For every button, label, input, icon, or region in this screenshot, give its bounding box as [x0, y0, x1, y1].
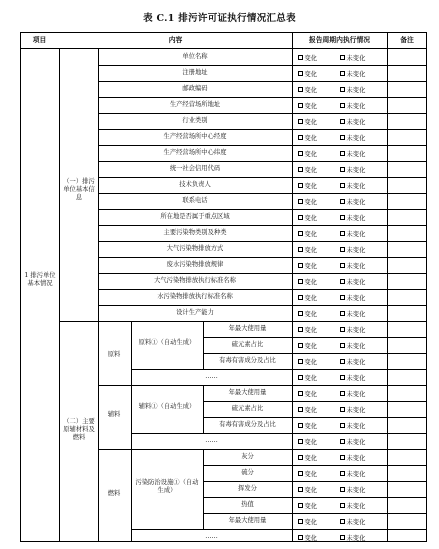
- checkbox-square-icon: [340, 375, 345, 380]
- checkbox-square-icon: [340, 503, 345, 508]
- status-changed-label: 变化: [304, 134, 318, 142]
- status-unchanged-label: 未变化: [346, 534, 366, 542]
- checkbox-square-icon: [340, 151, 345, 156]
- status-changed-label: 变化: [304, 502, 318, 510]
- material-row-label: 热值: [241, 500, 254, 508]
- group-materials-label: （二）主要原辅材料及燃料: [63, 417, 95, 442]
- checkbox-square-icon: [298, 519, 303, 524]
- material-row-label: 有毒有害成分及占比: [219, 420, 276, 428]
- status-unchanged-checkbox[interactable]: [340, 481, 365, 497]
- status-changed-checkbox[interactable]: [298, 241, 317, 257]
- checkbox-square-icon: [298, 247, 303, 252]
- status-changed-checkbox[interactable]: [298, 161, 317, 177]
- basic-info-row-label: 联系电话: [182, 196, 208, 204]
- checkbox-square-icon: [298, 375, 303, 380]
- material-row-label: 有毒有害成分及占比: [219, 356, 276, 364]
- checkbox-square-icon: [340, 519, 345, 524]
- status-changed-checkbox[interactable]: [298, 81, 317, 97]
- status-unchanged-checkbox[interactable]: [340, 513, 365, 529]
- checkbox-square-icon: [298, 119, 303, 124]
- status-unchanged-label: 未变化: [346, 150, 366, 158]
- checkbox-square-icon: [340, 455, 345, 460]
- checkbox-square-icon: [298, 455, 303, 460]
- status-changed-label: 变化: [304, 214, 318, 222]
- status-unchanged-label: 未变化: [346, 358, 366, 366]
- checkbox-square-icon: [298, 471, 303, 476]
- header-status: 报告周期内执行情况: [308, 36, 371, 45]
- basic-info-row-label: 生产经营场所中心经度: [163, 132, 227, 140]
- status-changed-label: 变化: [304, 342, 318, 350]
- material-row-label: ……: [205, 436, 218, 444]
- checkbox-square-icon: [340, 471, 345, 476]
- status-changed-checkbox[interactable]: [298, 177, 317, 193]
- checkbox-square-icon: [340, 215, 345, 220]
- basic-info-row-label: 行业类别: [182, 116, 208, 124]
- checkbox-square-icon: [298, 71, 303, 76]
- checkbox-square-icon: [298, 231, 303, 236]
- checkbox-square-icon: [340, 423, 345, 428]
- status-changed-checkbox[interactable]: [298, 385, 317, 401]
- status-changed-checkbox[interactable]: [298, 305, 317, 321]
- status-changed-checkbox[interactable]: [298, 337, 317, 353]
- status-changed-label: 变化: [304, 246, 318, 254]
- column-divider: [292, 32, 293, 542]
- status-changed-label: 变化: [304, 406, 318, 414]
- status-changed-label: 变化: [304, 438, 318, 446]
- checkbox-square-icon: [340, 103, 345, 108]
- checkbox-square-icon: [340, 439, 345, 444]
- material-row-label: 年最大使用量: [228, 388, 267, 396]
- status-unchanged-label: 未变化: [346, 246, 366, 254]
- status-unchanged-label: 未变化: [346, 438, 366, 446]
- basic-info-row-label: 主要污染物类别及种类: [163, 228, 227, 236]
- checkbox-square-icon: [340, 535, 345, 540]
- status-unchanged-checkbox[interactable]: [340, 353, 365, 369]
- status-changed-checkbox[interactable]: [298, 497, 317, 513]
- basic-info-row-label: 大气污染物排放执行标准名称: [154, 276, 236, 284]
- status-changed-checkbox[interactable]: [298, 145, 317, 161]
- status-unchanged-checkbox[interactable]: [340, 81, 365, 97]
- basic-info-row-label: 生产经营场所地址: [169, 100, 221, 108]
- status-changed-label: 变化: [304, 454, 318, 462]
- material-row-label: ……: [205, 372, 218, 380]
- status-unchanged-checkbox[interactable]: [340, 161, 365, 177]
- status-changed-label: 变化: [304, 230, 318, 238]
- status-unchanged-label: 未变化: [346, 470, 366, 478]
- basic-info-row-label: 单位名称: [182, 52, 208, 60]
- checkbox-square-icon: [340, 119, 345, 124]
- status-changed-checkbox[interactable]: [298, 529, 317, 545]
- checkbox-square-icon: [340, 71, 345, 76]
- status-unchanged-label: 未变化: [346, 502, 366, 510]
- checkbox-square-icon: [298, 199, 303, 204]
- status-changed-checkbox[interactable]: [298, 481, 317, 497]
- checkbox-square-icon: [340, 295, 345, 300]
- checkbox-square-icon: [340, 183, 345, 188]
- aux-material-label: 辅料: [107, 410, 121, 418]
- status-changed-label: 变化: [304, 390, 318, 398]
- status-unchanged-checkbox[interactable]: [340, 257, 365, 273]
- checkbox-square-icon: [340, 135, 345, 140]
- status-changed-checkbox[interactable]: [298, 433, 317, 449]
- status-changed-label: 变化: [304, 326, 318, 334]
- status-unchanged-label: 未变化: [346, 374, 366, 382]
- status-changed-label: 变化: [304, 374, 318, 382]
- checkbox-square-icon: [340, 87, 345, 92]
- status-changed-checkbox[interactable]: [298, 65, 317, 81]
- status-unchanged-checkbox[interactable]: [340, 465, 365, 481]
- status-changed-checkbox[interactable]: [298, 401, 317, 417]
- status-changed-label: 变化: [304, 118, 318, 126]
- status-changed-checkbox[interactable]: [298, 513, 317, 529]
- status-unchanged-label: 未变化: [346, 102, 366, 110]
- fuel-label: 燃料: [107, 490, 121, 498]
- basic-info-row-label: 废水污染物排放规律: [166, 260, 224, 268]
- status-unchanged-checkbox[interactable]: [340, 193, 365, 209]
- status-unchanged-checkbox[interactable]: [340, 145, 365, 161]
- status-changed-checkbox[interactable]: [298, 129, 317, 145]
- checkbox-square-icon: [298, 167, 303, 172]
- status-changed-label: 变化: [304, 422, 318, 430]
- status-unchanged-label: 未变化: [346, 262, 366, 270]
- status-changed-checkbox[interactable]: [298, 353, 317, 369]
- checkbox-square-icon: [298, 279, 303, 284]
- checkbox-square-icon: [340, 231, 345, 236]
- status-unchanged-checkbox[interactable]: [340, 177, 365, 193]
- aux-material-sub-label: 辅料①（自动生成）: [138, 402, 196, 410]
- material-row-label: 硫分: [241, 468, 254, 476]
- fuel-sub-label: 污染防治设施①（自动生成）: [135, 478, 199, 494]
- status-changed-checkbox[interactable]: [298, 225, 317, 241]
- checkbox-square-icon: [298, 151, 303, 156]
- status-unchanged-checkbox[interactable]: [340, 385, 365, 401]
- material-row-label: 灰分: [241, 452, 254, 460]
- status-unchanged-label: 未变化: [346, 454, 366, 462]
- checkbox-square-icon: [298, 263, 303, 268]
- status-changed-checkbox[interactable]: [298, 369, 317, 385]
- status-unchanged-label: 未变化: [346, 326, 366, 334]
- status-unchanged-label: 未变化: [346, 182, 366, 190]
- status-unchanged-checkbox[interactable]: [340, 401, 365, 417]
- status-changed-label: 变化: [304, 278, 318, 286]
- checkbox-square-icon: [298, 55, 303, 60]
- checkbox-square-icon: [340, 55, 345, 60]
- raw-material-sub-label: 原料①（自动生成）: [138, 338, 196, 346]
- status-changed-label: 变化: [304, 150, 318, 158]
- status-changed-label: 变化: [304, 310, 318, 318]
- status-unchanged-checkbox[interactable]: [340, 433, 365, 449]
- status-unchanged-checkbox[interactable]: [340, 113, 365, 129]
- material-row-label: 年最大使用量: [228, 324, 267, 332]
- status-changed-label: 变化: [304, 54, 318, 62]
- header-item: 项目: [32, 36, 47, 45]
- status-changed-label: 变化: [304, 358, 318, 366]
- status-changed-checkbox[interactable]: [298, 273, 317, 289]
- status-changed-label: 变化: [304, 166, 318, 174]
- status-changed-label: 变化: [304, 486, 318, 494]
- basic-info-row-label: 技术负责人: [179, 180, 211, 188]
- material-row-label: 年最大使用量: [228, 516, 267, 524]
- status-unchanged-checkbox[interactable]: [340, 129, 365, 145]
- material-row-label: ……: [205, 532, 218, 540]
- status-unchanged-checkbox[interactable]: [340, 497, 365, 513]
- status-unchanged-label: 未变化: [346, 214, 366, 222]
- status-unchanged-checkbox[interactable]: [340, 337, 365, 353]
- checkbox-square-icon: [298, 487, 303, 492]
- status-unchanged-checkbox[interactable]: [340, 529, 365, 545]
- status-changed-checkbox[interactable]: [298, 209, 317, 225]
- checkbox-square-icon: [340, 359, 345, 364]
- column-divider: [59, 49, 60, 542]
- status-unchanged-checkbox[interactable]: [340, 449, 365, 465]
- status-changed-checkbox[interactable]: [298, 449, 317, 465]
- status-changed-checkbox[interactable]: [298, 193, 317, 209]
- checkbox-square-icon: [298, 343, 303, 348]
- checkbox-square-icon: [298, 327, 303, 332]
- status-unchanged-label: 未变化: [346, 198, 366, 206]
- status-unchanged-checkbox[interactable]: [340, 65, 365, 81]
- status-unchanged-checkbox[interactable]: [340, 241, 365, 257]
- status-unchanged-label: 未变化: [346, 166, 366, 174]
- status-unchanged-label: 未变化: [346, 310, 366, 318]
- status-changed-label: 变化: [304, 70, 318, 78]
- status-unchanged-checkbox[interactable]: [340, 305, 365, 321]
- status-unchanged-label: 未变化: [346, 294, 366, 302]
- basic-info-row-label: 设计生产能力: [176, 308, 214, 316]
- header-remark: 备注: [400, 36, 414, 45]
- checkbox-square-icon: [340, 311, 345, 316]
- checkbox-square-icon: [298, 87, 303, 92]
- status-unchanged-label: 未变化: [346, 118, 366, 126]
- basic-info-row-label: 邮政编码: [182, 84, 208, 92]
- checkbox-square-icon: [340, 279, 345, 284]
- status-unchanged-checkbox[interactable]: [340, 289, 365, 305]
- status-changed-label: 变化: [304, 102, 318, 110]
- checkbox-square-icon: [298, 311, 303, 316]
- checkbox-square-icon: [340, 263, 345, 268]
- basic-info-row-label: 生产经营场所中心纬度: [163, 148, 227, 156]
- checkbox-square-icon: [298, 183, 303, 188]
- status-unchanged-checkbox[interactable]: [340, 49, 365, 65]
- status-unchanged-label: 未变化: [346, 70, 366, 78]
- status-unchanged-label: 未变化: [346, 422, 366, 430]
- status-changed-label: 变化: [304, 86, 318, 94]
- checkbox-square-icon: [340, 407, 345, 412]
- checkbox-square-icon: [298, 103, 303, 108]
- checkbox-square-icon: [298, 359, 303, 364]
- raw-material-label: 原料: [107, 350, 121, 358]
- status-changed-label: 变化: [304, 470, 318, 478]
- status-unchanged-label: 未变化: [346, 390, 366, 398]
- checkbox-square-icon: [340, 199, 345, 204]
- status-unchanged-label: 未变化: [346, 54, 366, 62]
- material-row-label: 硫元素占比: [231, 340, 264, 348]
- status-changed-label: 变化: [304, 262, 318, 270]
- header-content: 内容: [168, 36, 183, 45]
- checkbox-square-icon: [298, 295, 303, 300]
- status-unchanged-checkbox[interactable]: [340, 273, 365, 289]
- basic-info-row-label: 注册地址: [182, 68, 208, 76]
- status-changed-label: 变化: [304, 198, 318, 206]
- checkbox-square-icon: [340, 391, 345, 396]
- status-unchanged-label: 未变化: [346, 342, 366, 350]
- column-divider: [387, 32, 388, 542]
- status-changed-checkbox[interactable]: [298, 97, 317, 113]
- material-row-label: 硫元素占比: [231, 404, 264, 412]
- status-unchanged-checkbox[interactable]: [340, 369, 365, 385]
- checkbox-square-icon: [340, 343, 345, 348]
- status-changed-checkbox[interactable]: [298, 257, 317, 273]
- status-unchanged-label: 未变化: [346, 518, 366, 526]
- status-unchanged-label: 未变化: [346, 278, 366, 286]
- status-changed-label: 变化: [304, 518, 318, 526]
- status-changed-checkbox[interactable]: [298, 289, 317, 305]
- checkbox-square-icon: [340, 327, 345, 332]
- status-unchanged-label: 未变化: [346, 86, 366, 94]
- checkbox-square-icon: [298, 423, 303, 428]
- basic-info-row-label: 所在地是否属于重点区域: [160, 212, 230, 220]
- checkbox-square-icon: [298, 215, 303, 220]
- status-changed-label: 变化: [304, 182, 318, 190]
- status-unchanged-checkbox[interactable]: [340, 321, 365, 337]
- status-unchanged-label: 未变化: [346, 134, 366, 142]
- status-unchanged-label: 未变化: [346, 406, 366, 414]
- checkbox-square-icon: [298, 407, 303, 412]
- status-changed-checkbox[interactable]: [298, 465, 317, 481]
- table-title: 表 C.1 排污许可证执行情况汇总表: [143, 13, 296, 24]
- basic-info-row-label: 统一社会信用代码: [169, 164, 221, 172]
- status-changed-checkbox[interactable]: [298, 49, 317, 65]
- basic-info-row-label: 水污染物排放执行标准名称: [157, 292, 233, 300]
- group-basic-info-label: （一）排污单位基本信息: [63, 177, 95, 202]
- checkbox-square-icon: [298, 439, 303, 444]
- checkbox-square-icon: [340, 487, 345, 492]
- section-basic-info-label: 1 排污单位基本情况: [24, 271, 56, 287]
- checkbox-square-icon: [340, 167, 345, 172]
- basic-info-row-label: 大气污染物排放方式: [166, 244, 224, 252]
- status-changed-checkbox[interactable]: [298, 113, 317, 129]
- status-changed-label: 变化: [304, 534, 318, 542]
- status-unchanged-checkbox[interactable]: [340, 97, 365, 113]
- status-unchanged-label: 未变化: [346, 230, 366, 238]
- checkbox-square-icon: [298, 135, 303, 140]
- checkbox-square-icon: [340, 247, 345, 252]
- checkbox-square-icon: [298, 503, 303, 508]
- status-unchanged-checkbox[interactable]: [340, 417, 365, 433]
- status-changed-label: 变化: [304, 294, 318, 302]
- status-unchanged-label: 未变化: [346, 486, 366, 494]
- status-changed-checkbox[interactable]: [298, 417, 317, 433]
- checkbox-square-icon: [298, 535, 303, 540]
- checkbox-square-icon: [298, 391, 303, 396]
- material-row-label: 挥发分: [238, 484, 257, 492]
- status-unchanged-checkbox[interactable]: [340, 209, 365, 225]
- status-changed-checkbox[interactable]: [298, 321, 317, 337]
- status-unchanged-checkbox[interactable]: [340, 225, 365, 241]
